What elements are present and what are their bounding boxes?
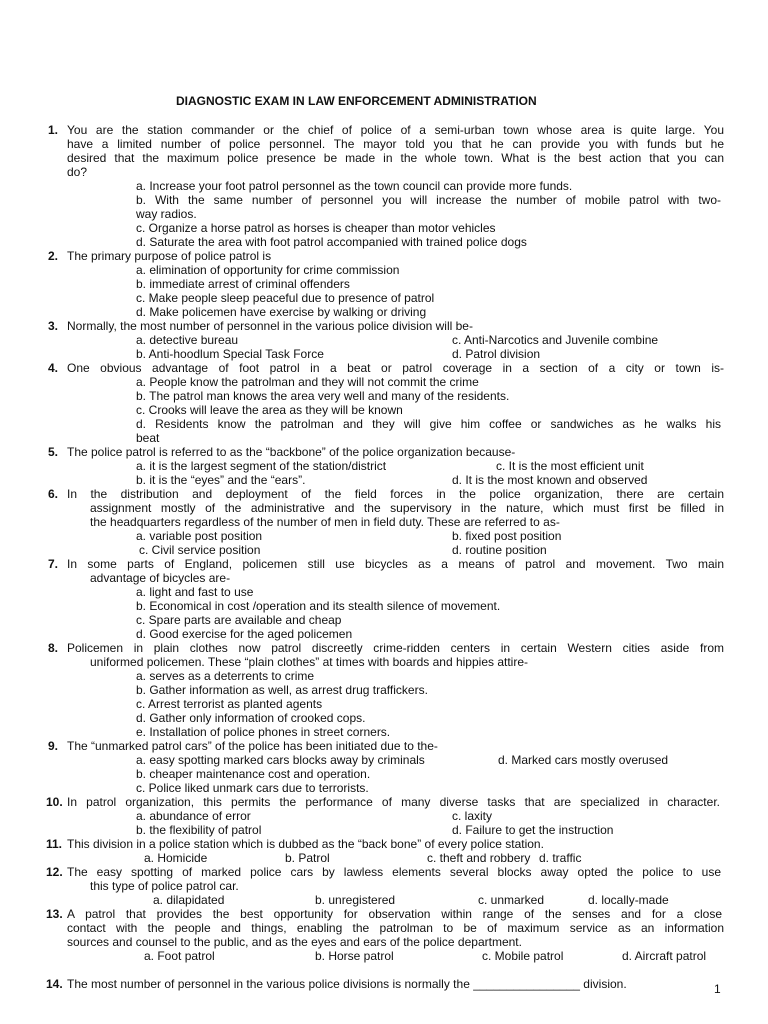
answer-option: c. Spare parts are available and cheap bbox=[136, 613, 342, 627]
answer-option: a. light and fast to use bbox=[136, 585, 254, 599]
question-text: In patrol organization, this permits the performance of many diverse tasks that are specialized in character. bbox=[67, 795, 720, 809]
question-text: do? bbox=[67, 165, 88, 179]
question-number: 7. bbox=[48, 557, 59, 571]
answer-option: c. Crooks will leave the area as they will be known bbox=[136, 403, 403, 417]
answer-option: c. Mobile patrol bbox=[482, 949, 564, 963]
answer-option: c. Civil service position bbox=[139, 543, 261, 557]
answer-option: b. cheaper maintenance cost and operation. bbox=[136, 767, 371, 781]
question-text: this type of police patrol car. bbox=[90, 879, 239, 893]
question-number: 13. bbox=[46, 907, 63, 921]
question-text: the headquarters regardless of the number of men in field duty. These are referred to as- bbox=[90, 515, 560, 529]
answer-option: d. Gather only information of crooked cops. bbox=[136, 711, 366, 725]
question-text: desired that the maximum police presence be made in the whole town. What is the best action that you can bbox=[67, 151, 724, 165]
answer-option: d. routine position bbox=[452, 543, 547, 557]
question-text: One obvious advantage of foot patrol in a beat or patrol coverage in a section of a city or town is- bbox=[67, 361, 724, 375]
answer-option: c. unmarked bbox=[478, 893, 545, 907]
answer-option: b. fixed post position bbox=[452, 529, 562, 543]
answer-option: a. People know the patrolman and they will not commit the crime bbox=[136, 375, 479, 389]
answer-option: a. it is the largest segment of the station/district bbox=[136, 459, 387, 473]
question-number: 8. bbox=[48, 641, 59, 655]
answer-option: b. Economical in cost /operation and its stealth silence of movement. bbox=[136, 599, 501, 613]
answer-option: d. Residents know the patrolman and they will give him coffee or sandwiches as he walks his bbox=[136, 417, 721, 431]
answer-option: c. Police liked unmark cars due to terrorists. bbox=[136, 781, 369, 795]
answer-option: b. the flexibility of patrol bbox=[136, 823, 262, 837]
answer-option: d. Saturate the area with foot patrol accompanied with trained police dogs bbox=[136, 235, 527, 249]
answer-option: a. dilapidated bbox=[153, 893, 225, 907]
answer-option: e. Installation of police phones in street corners. bbox=[136, 725, 391, 739]
answer-option: b. Anti-hoodlum Special Task Force bbox=[136, 347, 324, 361]
question-number: 1. bbox=[48, 123, 59, 137]
answer-option: b. it is the “eyes” and the “ears”. bbox=[136, 473, 306, 487]
answer-option: b. Gather information as well, as arrest drug traffickers. bbox=[136, 683, 428, 697]
question-text: The most number of personnel in the various police divisions is normally the ________________ division. bbox=[67, 977, 627, 991]
question-text: assignment mostly of the administrative and the supervisory in the nature, which must first be filled in bbox=[90, 501, 724, 515]
question-text: uniformed policemen. These “plain clothes” at times with boards and hippies attire- bbox=[90, 655, 528, 669]
answer-option: b. The patrol man knows the area very well and many of the residents. bbox=[136, 389, 510, 403]
answer-option: c. theft and robbery bbox=[427, 851, 531, 865]
question-text: beat bbox=[136, 431, 160, 445]
page-number: 1 bbox=[714, 982, 721, 996]
question-number: 11. bbox=[46, 837, 63, 851]
answer-option: d. Patrol division bbox=[452, 347, 541, 361]
question-text: The easy spotting of marked police cars by lawless elements several blocks away opted the police to use bbox=[67, 865, 721, 879]
question-text: You are the station commander or the chief of police of a semi-urban town whose area is quite large. You bbox=[67, 123, 724, 137]
answer-option: b. Patrol bbox=[285, 851, 330, 865]
answer-option: a. variable post position bbox=[136, 529, 263, 543]
answer-option: a. serves as a deterrents to crime bbox=[136, 669, 315, 683]
question-text: contact with the people and things, enabling the patrolman to be of maximum service as an information bbox=[67, 921, 724, 935]
answer-option: d. Failure to get the instruction bbox=[452, 823, 614, 837]
answer-option: d. Good exercise for the aged policemen bbox=[136, 627, 353, 641]
question-text: sources and counsel to the public, and as the eyes and ears of the police department. bbox=[67, 935, 522, 949]
answer-option: d. locally-made bbox=[588, 893, 669, 907]
question-text: Policemen in plain clothes now patrol discreetly crime-ridden centers in certain Western cities aside from bbox=[67, 641, 724, 655]
answer-option: d. Aircraft patrol bbox=[622, 949, 707, 963]
answer-option: b. immediate arrest of criminal offenders bbox=[136, 277, 350, 291]
answer-option: a. Increase your foot patrol personnel as the town council can provide more funds. bbox=[136, 179, 573, 193]
answer-option: d. Make policemen have exercise by walking or driving bbox=[136, 305, 427, 319]
question-text: A patrol that provides the best opportunity for observation within range of the senses and for a close bbox=[67, 907, 722, 921]
answer-option: a. Homicide bbox=[144, 851, 208, 865]
question-text: The “unmarked patrol cars” of the police has been initiated due to the- bbox=[67, 739, 438, 753]
question-text: Normally, the most number of personnel in the various police division will be- bbox=[67, 319, 473, 333]
answer-option: a. abundance of error bbox=[136, 809, 251, 823]
answer-option: d. Marked cars mostly overused bbox=[498, 753, 669, 767]
question-text: This division in a police station which is dubbed as the “back bone” of every police station. bbox=[67, 837, 544, 851]
answer-option: a. elimination of opportunity for crime commission bbox=[136, 263, 400, 277]
question-number: 5. bbox=[48, 445, 59, 459]
question-number: 9. bbox=[48, 739, 59, 753]
question-text: In the distribution and deployment of the field forces in the police organization, there are certain bbox=[67, 487, 724, 501]
answer-option: c. laxity bbox=[452, 809, 493, 823]
question-number: 14. bbox=[46, 977, 63, 991]
answer-option: b. Horse patrol bbox=[315, 949, 394, 963]
question-text: have a limited number of police personnel. The mayor told you that he can provide you with funds but he bbox=[67, 137, 724, 151]
answer-option: a. Foot patrol bbox=[144, 949, 215, 963]
question-number: 4. bbox=[48, 361, 59, 375]
question-number: 12. bbox=[46, 865, 63, 879]
question-text: advantage of bicycles are- bbox=[90, 571, 231, 585]
answer-option: c. Anti-Narcotics and Juvenile combine bbox=[452, 333, 659, 347]
question-number: 10. bbox=[46, 795, 63, 809]
question-number: 2. bbox=[48, 249, 59, 263]
answer-option: b. unregistered bbox=[315, 893, 396, 907]
answer-option: c. Organize a horse patrol as horses is cheaper than motor vehicles bbox=[136, 221, 496, 235]
answer-option: a. easy spotting marked cars blocks away by criminals bbox=[136, 753, 425, 767]
question-text: The police patrol is referred to as the “backbone” of the police organization because- bbox=[67, 445, 516, 459]
answer-option: c. It is the most efficient unit bbox=[496, 459, 644, 473]
answer-option: d. traffic bbox=[539, 851, 582, 865]
answer-option: c. Make people sleep peaceful due to presence of patrol bbox=[136, 291, 435, 305]
question-number: 6. bbox=[48, 487, 59, 501]
answer-option: b. With the same number of personnel you will increase the number of mobile patrol with two- bbox=[136, 193, 721, 207]
page-title: DIAGNOSTIC EXAM IN LAW ENFORCEMENT ADMINISTRATION bbox=[176, 94, 537, 108]
answer-option: c. Arrest terrorist as planted agents bbox=[136, 697, 323, 711]
question-text: In some parts of England, policemen still use bicycles as a means of patrol and movement. Two main bbox=[67, 557, 724, 571]
question-text: way radios. bbox=[136, 207, 197, 221]
question-text: The primary purpose of police patrol is bbox=[67, 249, 272, 263]
answer-option: d. It is the most known and observed bbox=[452, 473, 648, 487]
answer-option: a. detective bureau bbox=[136, 333, 239, 347]
question-number: 3. bbox=[48, 319, 59, 333]
